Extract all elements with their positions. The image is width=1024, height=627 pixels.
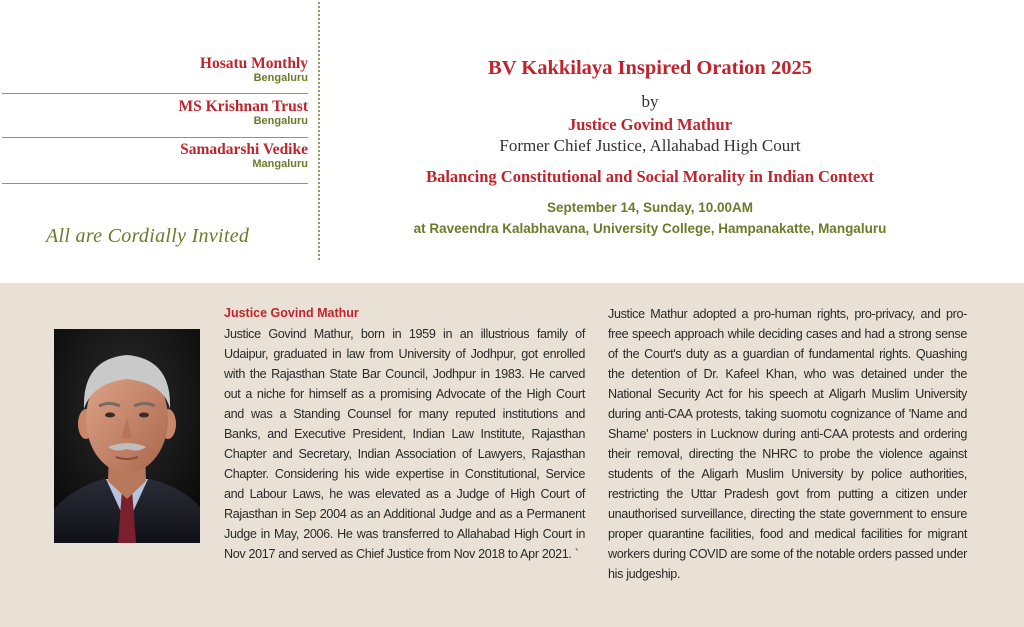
organiser-name: Hosatu Monthly xyxy=(199,55,308,72)
organiser-ms-krishnan xyxy=(179,98,309,127)
bio-paragraph-1: Justice Govind Mathur, born in 1959 in an illustrious family of Udaipur, graduated in law from University of Jodhpur, got enrolled with the Rajasthan State Bar Council, Jodhpur in 1983. He carved out a niche for himself as a promising Advocate of the High Court and was a Standing Counsel for many reputed institutions and Banks, and Executive President, Indian Law Institute, Rajasthan Chapter and Secretary, Indian Association of Lawyers, Rajasthan Chapter. Considering his wide expertise in Constitutional, Service and Labour Laws, he was elevated as a Judge of High Court of Rajasthan in Sep 2004 as an Additional Judge and as a Permanent Judge in May, 2006. He was transferred to Allahabad High Court in Nov 2017 and served as Chief Justice from Nov 2018 to Apr 2021. ` xyxy=(224,327,585,561)
organiser-city: Mangaluru xyxy=(252,158,308,170)
bio-paragraph-2: Justice Mathur adopted a pro-human rights, pro-privacy, and pro-free speech approach while deciding cases and had a strong sense of the Court's duty as a guardian of fundamental rights. Quashing the detention of Dr. Kafeel Khan, who was detained under the National Security Act for his speech at Aligarh Muslim University during anti-CAA protests, taking suomotu cognizance of 'Name and Shame' posters in Lucknow during anti-CAA protests and ordering their removal, directing the NHRC to probe the violence against students of the Aligarh Muslim University by police authorities, restricting the Uttar Pradesh govt from putting a citizen under unauthorised surveillance, directing the state government to ensure proper quarantine facilities, food and medical facilities for migrant workers during COVID are some of the notable orders passed under his judgeship. xyxy=(608,307,967,581)
oration-topic: Balancing Constitutional and Social Morality in Indian Context xyxy=(426,167,874,186)
divider xyxy=(2,137,308,138)
speaker-name: Justice Govind Mathur xyxy=(567,115,733,134)
event-venue: at Raveendra Kalabhavana, University College, Hampanakatte, Mangaluru xyxy=(413,221,887,236)
organiser-city: Bengaluru xyxy=(253,115,308,127)
speaker-photo xyxy=(54,329,200,543)
organiser-name: Samadarshi Vedike xyxy=(180,141,308,158)
event-title: BV Kakkilaya Inspired Oration 2025 xyxy=(488,57,812,79)
event-date-time: September 14, Sunday, 10.00AM xyxy=(546,200,754,215)
organiser-city: Bengaluru xyxy=(253,72,308,84)
by-label: by xyxy=(641,92,659,111)
divider xyxy=(2,93,308,94)
divider xyxy=(2,183,308,184)
organiser-samadarshi xyxy=(180,141,308,170)
dotted-divider xyxy=(318,2,320,260)
invitation-text: All are Cordially Invited xyxy=(46,225,250,247)
organiser-hosatu xyxy=(200,55,308,84)
speaker-position: Former Chief Justice, Allahabad High Court xyxy=(499,136,801,155)
organiser-name: MS Krishnan Trust xyxy=(178,98,308,115)
bio-heading: Justice Govind Mathur xyxy=(224,306,359,320)
